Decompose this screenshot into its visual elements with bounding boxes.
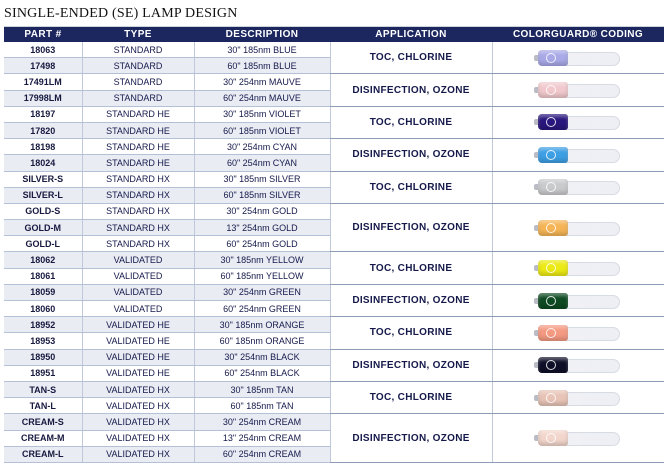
part-number-cell: 18953 (4, 333, 82, 349)
logo-icon (546, 53, 556, 63)
description-cell: 30" 185nm VIOLET (194, 106, 330, 122)
part-number-cell: TAN-S (4, 381, 82, 397)
description-cell: 30" 185nm SILVER (194, 171, 330, 187)
page-title: SINGLE-ENDED (SE) LAMP DESIGN (4, 6, 238, 21)
application-cell: DISINFECTION, OZONE (330, 203, 492, 252)
application-cell: DISINFECTION, OZONE (330, 139, 492, 171)
lamp-violet-icon (532, 113, 624, 131)
type-cell: VALIDATED HE (82, 333, 194, 349)
lamp-glass-tube (562, 149, 620, 163)
type-cell: STANDARD HE (82, 122, 194, 138)
type-cell: VALIDATED (82, 268, 194, 284)
part-number-cell: 18951 (4, 365, 82, 381)
type-cell: STANDARD HE (82, 155, 194, 171)
description-cell: 30" 185nm TAN (194, 381, 330, 397)
table-row (4, 381, 664, 397)
table-row (4, 106, 664, 122)
lamp-design-table (4, 27, 664, 463)
table-row (4, 317, 664, 333)
lamp-glass-tube (562, 52, 620, 66)
description-cell: 60" 254nm BLACK (194, 365, 330, 381)
colorguard-coding-cell (492, 139, 664, 171)
part-number-cell: 17820 (4, 122, 82, 138)
lamp-gold-icon (532, 219, 624, 237)
type-cell: STANDARD HX (82, 236, 194, 252)
application-cell: TOC, CHLORINE (330, 252, 492, 284)
header-part: PART # (4, 27, 82, 42)
header-application: APPLICATION (330, 27, 492, 42)
description-cell: 60" 185nm SILVER (194, 187, 330, 203)
part-number-cell: TAN-L (4, 398, 82, 414)
part-number-cell: 18060 (4, 301, 82, 317)
description-cell: 30" 254nm GOLD (194, 203, 330, 219)
logo-icon (546, 223, 556, 233)
colorguard-coding-cell (492, 381, 664, 413)
table-row (4, 349, 664, 365)
part-number-cell: 18063 (4, 42, 82, 58)
description-cell: 60" 185nm ORANGE (194, 333, 330, 349)
lamp-orange-icon (532, 324, 624, 342)
type-cell: STANDARD HX (82, 203, 194, 219)
description-cell: 13" 254nm CREAM (194, 430, 330, 446)
header-type: TYPE (82, 27, 194, 42)
colorguard-coding-cell (492, 414, 664, 463)
table-header-row (4, 27, 664, 42)
lamp-glass-tube (562, 295, 620, 309)
description-cell: 60" 185nm BLUE (194, 58, 330, 74)
lamp-blue-icon (532, 49, 624, 67)
lamp-glass-tube (562, 392, 620, 406)
type-cell: VALIDATED (82, 252, 194, 268)
colorguard-coding-cell (492, 284, 664, 316)
type-cell: STANDARD HX (82, 220, 194, 236)
application-cell: DISINFECTION, OZONE (330, 414, 492, 463)
type-cell: STANDARD HX (82, 171, 194, 187)
lamp-mauve-icon (532, 81, 624, 99)
description-cell: 30" 185nm ORANGE (194, 317, 330, 333)
lamp-tan-icon (532, 389, 624, 407)
application-cell: TOC, CHLORINE (330, 106, 492, 138)
header-description: DESCRIPTION (194, 27, 330, 42)
type-cell: VALIDATED (82, 301, 194, 317)
logo-icon (546, 296, 556, 306)
part-number-cell: GOLD-L (4, 236, 82, 252)
part-number-cell: 17491LM (4, 74, 82, 90)
description-cell: 13" 254nm GOLD (194, 220, 330, 236)
type-cell: STANDARD HX (82, 187, 194, 203)
part-number-cell: SILVER-L (4, 187, 82, 203)
description-cell: 30" 254nm GREEN (194, 284, 330, 300)
colorguard-coding-cell (492, 171, 664, 203)
application-cell: TOC, CHLORINE (330, 42, 492, 74)
lamp-glass-tube (562, 262, 620, 276)
description-cell: 60" 254nm CYAN (194, 155, 330, 171)
table-row (4, 42, 664, 58)
description-cell: 60" 254nm CREAM (194, 446, 330, 462)
lamp-glass-tube (562, 432, 620, 446)
type-cell: STANDARD HE (82, 139, 194, 155)
type-cell: STANDARD (82, 90, 194, 106)
lamp-cream-icon (532, 429, 624, 447)
application-cell: TOC, CHLORINE (330, 381, 492, 413)
description-cell: 60" 254nm GOLD (194, 236, 330, 252)
description-cell: 30" 254nm BLACK (194, 349, 330, 365)
type-cell: VALIDATED HX (82, 446, 194, 462)
table-row (4, 252, 664, 268)
type-cell: STANDARD (82, 74, 194, 90)
description-cell: 60" 254nm GREEN (194, 301, 330, 317)
lamp-glass-tube (562, 359, 620, 373)
part-number-cell: 18198 (4, 139, 82, 155)
type-cell: STANDARD HE (82, 106, 194, 122)
lamp-glass-tube (562, 222, 620, 236)
table-row (4, 171, 664, 187)
application-cell: TOC, CHLORINE (330, 317, 492, 349)
description-cell: 60" 185nm TAN (194, 398, 330, 414)
table-row (4, 203, 664, 219)
lamp-green-icon (532, 292, 624, 310)
type-cell: VALIDATED HE (82, 365, 194, 381)
description-cell: 30" 254nm CREAM (194, 414, 330, 430)
table-row (4, 74, 664, 90)
table-row (4, 139, 664, 155)
description-cell: 60" 185nm VIOLET (194, 122, 330, 138)
table-row (4, 284, 664, 300)
type-cell: VALIDATED HX (82, 414, 194, 430)
header-colorguard-coding: COLORGUARD® CODING (492, 27, 664, 42)
colorguard-coding-cell (492, 252, 664, 284)
description-cell: 30" 254nm CYAN (194, 139, 330, 155)
type-cell: STANDARD (82, 42, 194, 58)
part-number-cell: 17998LM (4, 90, 82, 106)
description-cell: 30" 254nm MAUVE (194, 74, 330, 90)
lamp-yellow-icon (532, 259, 624, 277)
part-number-cell: 18952 (4, 317, 82, 333)
type-cell: VALIDATED HX (82, 381, 194, 397)
type-cell: STANDARD (82, 58, 194, 74)
colorguard-coding-cell (492, 317, 664, 349)
colorguard-coding-cell (492, 42, 664, 74)
lamp-glass-tube (562, 181, 620, 195)
type-cell: VALIDATED (82, 284, 194, 300)
part-number-cell: GOLD-M (4, 220, 82, 236)
part-number-cell: 18024 (4, 155, 82, 171)
part-number-cell: 18197 (4, 106, 82, 122)
part-number-cell: 18062 (4, 252, 82, 268)
application-cell: TOC, CHLORINE (330, 171, 492, 203)
colorguard-coding-cell (492, 203, 664, 252)
lamp-cyan-icon (532, 146, 624, 164)
lamp-glass-tube (562, 116, 620, 130)
part-number-cell: CREAM-S (4, 414, 82, 430)
part-number-cell: CREAM-L (4, 446, 82, 462)
logo-icon (546, 393, 556, 403)
table-body (4, 42, 664, 462)
application-cell: DISINFECTION, OZONE (330, 349, 492, 381)
application-cell: DISINFECTION, OZONE (330, 74, 492, 106)
colorguard-coding-cell (492, 106, 664, 138)
type-cell: VALIDATED HX (82, 430, 194, 446)
description-cell: 30" 185nm BLUE (194, 42, 330, 58)
part-number-cell: 17498 (4, 58, 82, 74)
colorguard-coding-cell (492, 74, 664, 106)
lamp-black-icon (532, 356, 624, 374)
part-number-cell: 18061 (4, 268, 82, 284)
application-cell: DISINFECTION, OZONE (330, 284, 492, 316)
lamp-glass-tube (562, 84, 620, 98)
description-cell: 60" 185nm YELLOW (194, 268, 330, 284)
lamp-silver-icon (532, 178, 624, 196)
table-row (4, 414, 664, 430)
description-cell: 30" 185nm YELLOW (194, 252, 330, 268)
part-number-cell: 18059 (4, 284, 82, 300)
type-cell: VALIDATED HE (82, 349, 194, 365)
description-cell: 60" 254nm MAUVE (194, 90, 330, 106)
part-number-cell: GOLD-S (4, 203, 82, 219)
part-number-cell: CREAM-M (4, 430, 82, 446)
lamp-glass-tube (562, 327, 620, 341)
colorguard-coding-cell (492, 349, 664, 381)
part-number-cell: 18950 (4, 349, 82, 365)
type-cell: VALIDATED HE (82, 317, 194, 333)
part-number-cell: SILVER-S (4, 171, 82, 187)
type-cell: VALIDATED HX (82, 398, 194, 414)
